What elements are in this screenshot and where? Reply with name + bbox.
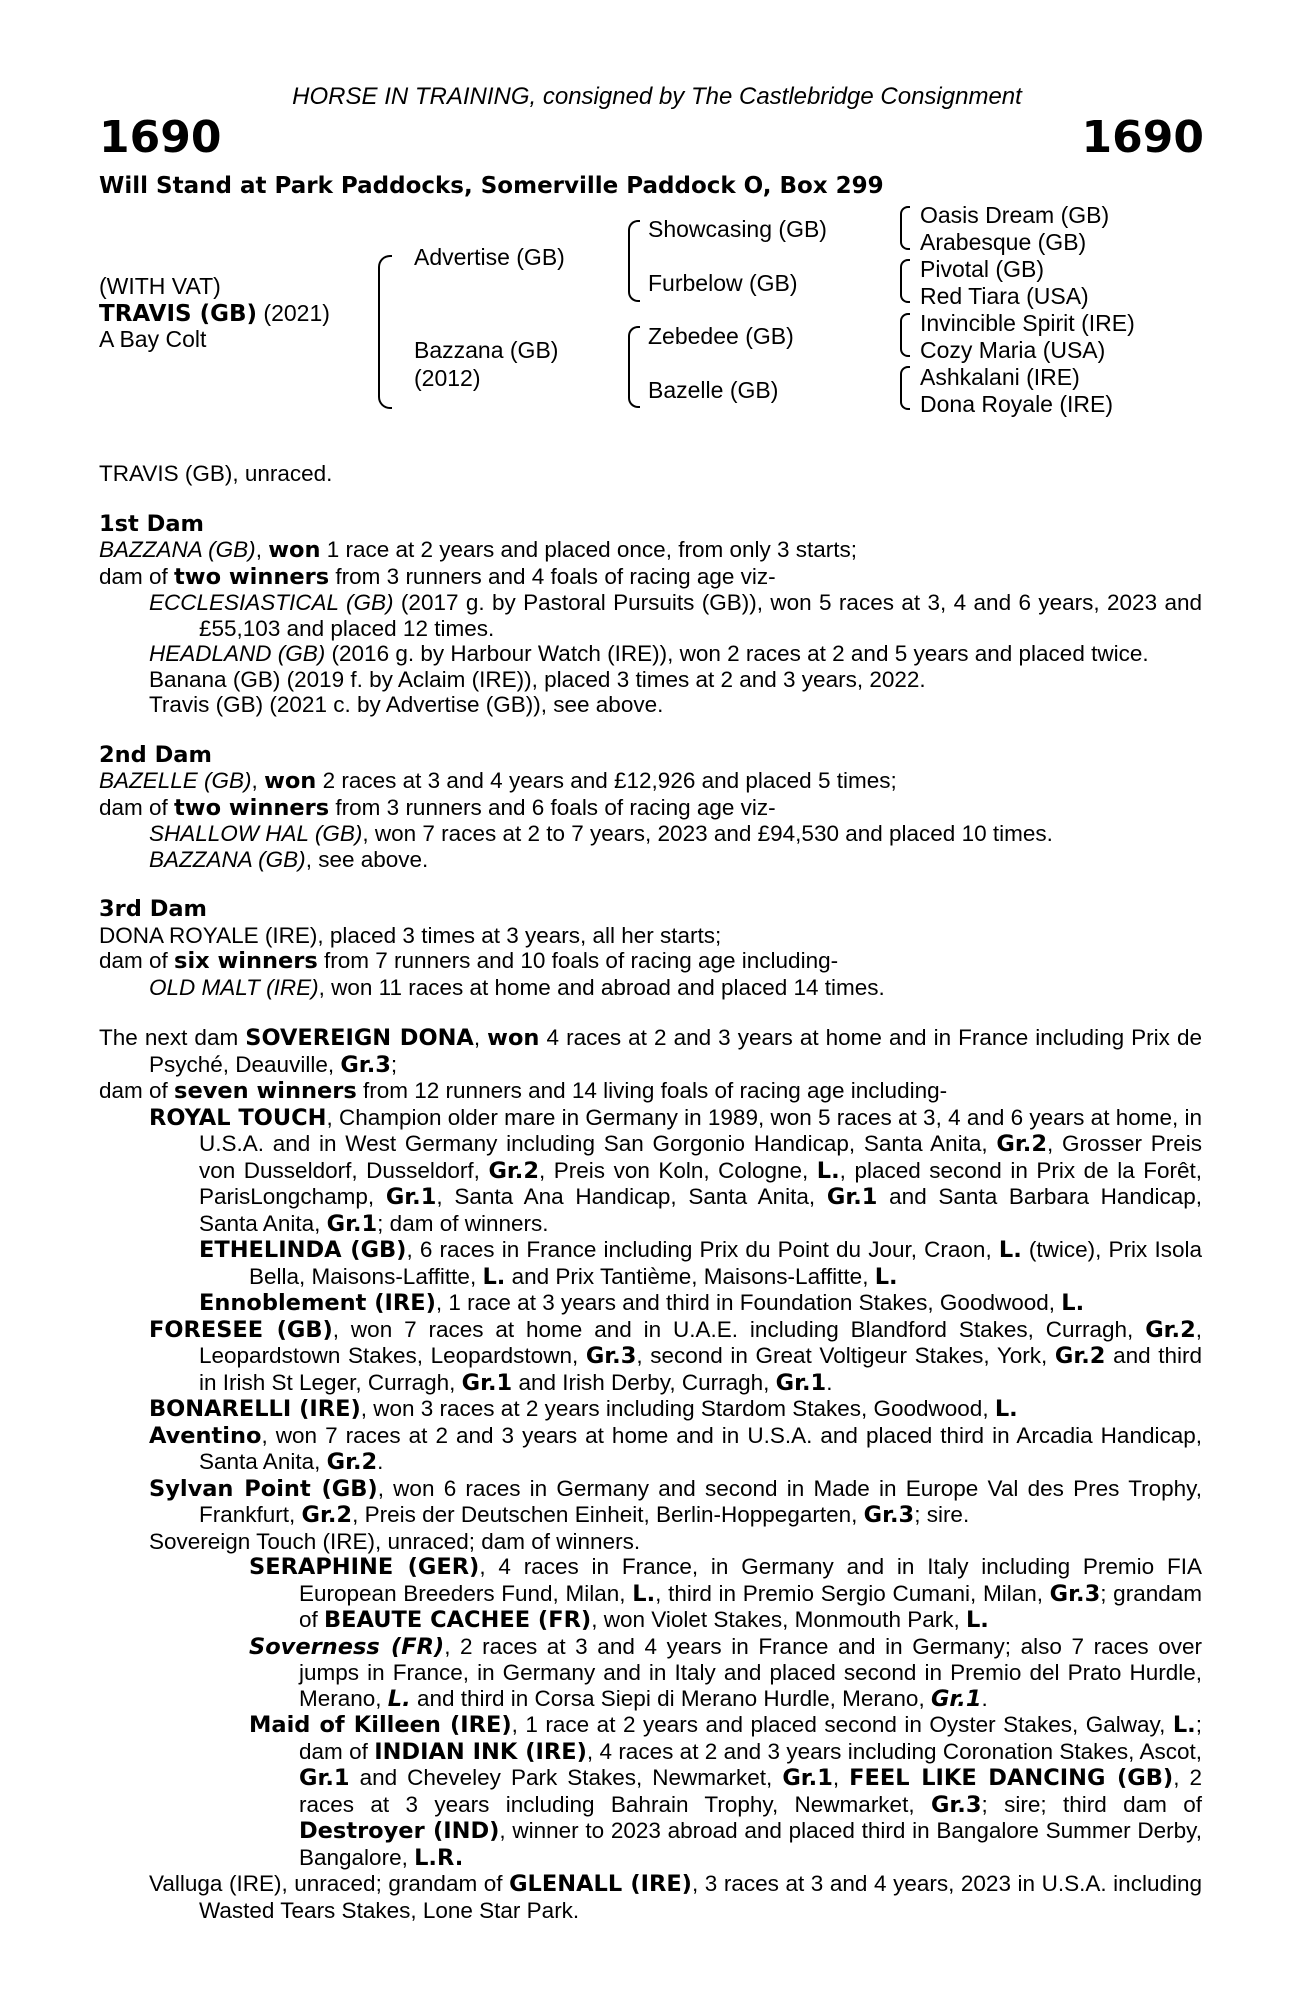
dam2-progeny: BAZZANA (GB), see above. xyxy=(149,846,429,872)
dam-sire-dam: Cozy Maria (USA) xyxy=(920,337,1106,363)
brace-sd xyxy=(900,259,910,303)
sire-sire-dam: Arabesque (GB) xyxy=(920,229,1087,255)
horse-year: (2021) xyxy=(257,300,330,326)
horse-name: TRAVIS (GB) xyxy=(99,301,258,327)
dam-year: (2012) xyxy=(414,365,481,391)
progeny-maid-of-killeen: Maid of Killeen (IRE), 1 race at 2 years and placed second in Oyster Stakes, Galway, L.; dam of INDIAN INK (IRE), 4 races at 2 and 3 years including Coronation Stakes, Ascot, Gr.1 and Cheveley Park Stakes, Newmarket, Gr.1, FEEL LIKE DANCING (GB), 2 races at 3 years including Bahrain Trophy, Newmarket, Gr.3; sire; third dam of Destroyer (IND), winner to 2023 abroad and placed third in Bangalore Summer Derby, Bangalore, L.R. xyxy=(249,1712,1202,1871)
dam1-line1: BAZZANA (GB), won 1 race at 2 years and placed once, from only 3 starts; xyxy=(99,537,857,563)
sire-sire: Showcasing (GB) xyxy=(648,216,827,242)
progeny-sovereign-touch: Sovereign Touch (IRE), unraced; dam of winners. xyxy=(149,1528,641,1554)
dam-dam-sire: Ashkalani (IRE) xyxy=(920,364,1080,390)
progeny-bonarelli: BONARELLI (IRE), won 3 races at 2 years including Stardom Stakes, Goodwood, L. xyxy=(149,1396,1018,1422)
dam2-heading: 2nd Dam xyxy=(99,741,212,768)
dam-sire: Zebedee (GB) xyxy=(648,323,794,349)
unraced-line: TRAVIS (GB), unraced. xyxy=(99,461,333,486)
lot-number-left: 1690 xyxy=(99,112,222,163)
next-dam-line: The next dam SOVEREIGN DONA, won 4 races at 2 and 3 years at home and in France including Prix de Psyché, Deauville, Gr.3; xyxy=(99,1025,1202,1078)
next-dam-line2: dam of seven winners from 12 runners and 14 living foals of racing age including- xyxy=(99,1078,948,1104)
dam3-progeny: OLD MALT (IRE), won 11 races at home and abroad and placed 14 times. xyxy=(149,974,885,1000)
brace-gen1 xyxy=(378,255,392,409)
dam-dam: Bazelle (GB) xyxy=(648,377,779,403)
dam3-heading: 3rd Dam xyxy=(99,896,207,922)
dam-dam-dam: Dona Royale (IRE) xyxy=(920,391,1114,417)
progeny-sylvan-point: Sylvan Point (GB), won 6 races in Germany and second in Made in Europe Val des Pres Trophy, Frankfurt, Gr.2, Preis der Deutschen Einheit, Berlin-Hoppegarten, Gr.3; sire. xyxy=(149,1475,1202,1528)
brace-dd xyxy=(900,366,910,410)
dam1-progeny: Travis (GB) (2021 c. by Advertise (GB)), see above. xyxy=(149,692,664,717)
dam1-progeny: HEADLAND (GB) (2016 g. by Harbour Watch (IRE)), won 2 races at 2 and 5 years and placed twice. xyxy=(149,641,1149,666)
dam3-line2: dam of six winners from 7 runners and 10 foals of racing age including- xyxy=(99,948,839,974)
brace-ds xyxy=(900,313,910,357)
dam2-progeny: SHALLOW HAL (GB), won 7 races at 2 to 7 years, 2023 and £94,530 and placed 10 times. xyxy=(149,821,1053,846)
dam1-heading: 1st Dam xyxy=(99,510,204,537)
catalogue-body xyxy=(99,461,1202,1923)
sire-dam-dam: Red Tiara (USA) xyxy=(920,283,1089,309)
brace-sire xyxy=(628,220,640,302)
vat-label: (WITH VAT) xyxy=(99,273,221,299)
dam: Bazzana (GB) xyxy=(414,337,559,363)
brace-dam xyxy=(628,326,640,408)
dam2-line1: BAZELLE (GB), won 2 races at 3 and 4 years and £12,926 and placed 5 times; xyxy=(99,768,897,794)
sire-dam: Furbelow (GB) xyxy=(648,270,798,296)
brace-ss xyxy=(900,206,910,250)
sire: Advertise (GB) xyxy=(414,244,565,270)
consignment-header: HORSE IN TRAINING, consigned by The Castlebridge Consignment xyxy=(292,83,1022,110)
progeny-seraphine: SERAPHINE (GER), 4 races in France, in Germany and in Italy including Premio FIA European Breeders Fund, Milan, L., third in Premio Sergio Cumani, Milan, Gr.3; grandam of BEAUTE CACHEE (FR), won Violet Stakes, Monmouth Park, L. xyxy=(249,1554,1202,1633)
progeny-ethelinda: ETHELINDA (GB), 6 races in France including Prix du Point du Jour, Craon, L. (twice), Prix Isola Bella, Maisons-Laffitte, L. and Prix Tantième, Maisons-Laffitte, L. xyxy=(199,1237,1202,1290)
horse-title xyxy=(99,300,330,327)
dam1-progeny: Banana (GB) (2019 f. by Aclaim (IRE)), placed 3 times at 2 and 3 years, 2022. xyxy=(149,666,926,692)
progeny-aventino: Aventino, won 7 races at 2 and 3 years at home and in U.S.A. and placed third in Arcadia Handicap, Santa Anita, Gr.2. xyxy=(149,1422,1202,1475)
dam3-line1: DONA ROYALE (IRE), placed 3 times at 3 years, all her starts; xyxy=(99,922,722,948)
progeny-soverness: Soverness (FR), 2 races at 3 and 4 years in France and in Germany; also 7 races over jumps in France, in Germany and in Italy and placed second in Premio del Prato Hurdle, Merano, L. and third in Corsa Siepi di Merano Hurdle, Merano, Gr.1. xyxy=(249,1633,1202,1712)
dam2-line2: dam of two winners from 3 runners and 6 foals of racing age viz- xyxy=(99,794,776,821)
progeny-valluga: Valluga (IRE), unraced; grandam of GLENALL (IRE), 3 races at 3 and 4 years, 2023 in U.S.A. including Wasted Tears Stakes, Lone Star Park. xyxy=(149,1871,1202,1923)
lot-number-right: 1690 xyxy=(1081,112,1204,163)
progeny-ennoblement: Ennoblement (IRE), 1 race at 3 years and third in Foundation Stakes, Goodwood, L. xyxy=(199,1290,1085,1316)
dam1-progeny: ECCLESIASTICAL (GB) (2017 g. by Pastoral Pursuits (GB)), won 5 races at 3, 4 and 6 years, 2023 and £55,103 and placed 12 times. xyxy=(149,590,1203,641)
stand-location: Will Stand at Park Paddocks, Somerville Paddock O, Box 299 xyxy=(99,173,884,199)
progeny-foresee: FORESEE (GB), won 7 races at home and in U.A.E. including Blandford Stakes, Curragh, Gr.2, Leopardstown Stakes, Leopardstown, Gr.3, second in Great Voltigeur Stakes, York, Gr.2 and third in Irish St Leger, Curragh, Gr.1 and Irish Derby, Curragh, Gr.1. xyxy=(149,1316,1203,1396)
progeny-royal-touch: ROYAL TOUCH, Champion older mare in Germany in 1989, won 5 races at 3, 4 and 6 years at home, in U.S.A. and in West Germany including San Gorgonio Handicap, Santa Anita, Gr.2, Grosser Preis von Dusseldorf, Dusseldorf, Gr.2, Preis von Koln, Cologne, L., placed second in Prix de la Forêt, ParisLongchamp, Gr.1, Santa Ana Handicap, Santa Anita, Gr.1 and Santa Barbara Handicap, Santa Anita, Gr.1; dam of winners. xyxy=(149,1104,1203,1237)
horse-description: A Bay Colt xyxy=(99,326,207,352)
sire-dam-sire: Pivotal (GB) xyxy=(920,256,1044,282)
sire-sire-sire: Oasis Dream (GB) xyxy=(920,202,1110,228)
dam-sire-sire: Invincible Spirit (IRE) xyxy=(920,310,1135,336)
dam1-line2: dam of two winners from 3 runners and 4 foals of racing age viz- xyxy=(99,563,776,590)
